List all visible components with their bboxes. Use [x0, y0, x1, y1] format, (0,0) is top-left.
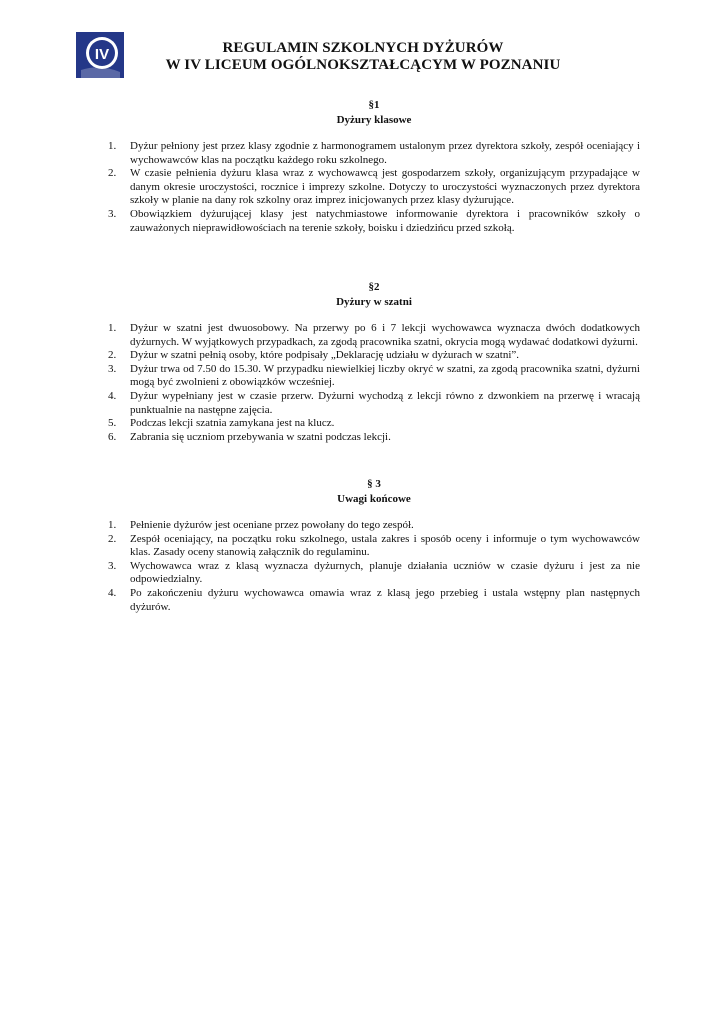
item-number: 5.	[108, 417, 117, 430]
title-line-2: W IV LICEUM OGÓLNOKSZTAŁCĄCYM W POZNANIU	[165, 57, 561, 73]
item-text: Dyżur wypełniany jest w czasie przerw. Dyżurni wychodzą z lekcji równo z dzwonkiem na przerwę i wracają punktualnie na następne zajęcia.	[130, 389, 640, 416]
item-text: Dyżur w szatni jest dwuosobowy. Na przerwy po 6 i 7 lekcji wychowawca wyznacza dwóch dodatkowych dyżurnych. W wyjątkowych przypadkach, za zgodą pracownika szatni, okrycia mogą wydawać dodatkowi dyżurni.	[130, 322, 640, 348]
section-symbol: § 3	[367, 478, 381, 490]
section-symbol: §1	[368, 99, 380, 111]
item-text: Po zakończeniu dyżuru wychowawca omawia wraz z klasą jego przebieg i ustala wstępny plan następnych dyżurów.	[130, 586, 640, 613]
list-item	[108, 417, 640, 431]
section-1	[108, 98, 640, 235]
item-number: 3.	[108, 362, 117, 375]
document-title	[128, 40, 598, 74]
item-text: Zabrania się uczniom przebywania w szatni podczas lekcji.	[130, 430, 391, 443]
list-item	[108, 533, 640, 560]
list-item	[108, 140, 640, 167]
item-text: Obowiązkiem dyżurującej klasy jest natychmiastowe informowanie dyrektora i pracowników szkoły o zauważonych nieprawidłowościach na terenie szkoły, boisku i dziedzińcu przed szkołą.	[130, 207, 640, 234]
item-number: 3.	[108, 207, 117, 220]
item-number: 3.	[108, 559, 117, 572]
list-item	[108, 167, 640, 208]
item-number: 1.	[108, 519, 117, 531]
item-text: Dyżur trwa od 7.50 do 15.30. W przypadku niewielkiej liczby okryć w szatni, za zgodą pracownika szatni, dyżurni mogą być zwolnieni z obowiązków wcześniej.	[130, 362, 640, 389]
list-item	[108, 322, 640, 349]
list-item	[108, 208, 640, 235]
item-number: 2.	[108, 167, 117, 180]
section-3	[108, 477, 640, 614]
item-number: 1.	[108, 322, 117, 334]
list-item	[108, 519, 640, 533]
item-text: Dyżur pełniony jest przez klasy zgodnie z harmonogramem ustalonym przez dyrektora szkoły, zespół oceniający i wychowawców klas na początku każdego roku szkolnego.	[130, 140, 640, 166]
item-number: 1.	[108, 140, 117, 152]
item-text: Pełnienie dyżurów jest oceniane przez powołany do tego zespół.	[130, 519, 414, 531]
section-title: Dyżury w szatni	[336, 296, 412, 308]
list-item	[108, 349, 640, 363]
list-item	[108, 390, 640, 417]
item-number: 4.	[108, 586, 117, 599]
title-line-1: REGULAMIN SZKOLNYCH DYŻURÓW	[222, 40, 504, 56]
list-item	[108, 560, 640, 587]
list-item	[108, 363, 640, 390]
item-number: 6.	[108, 430, 117, 443]
item-number: 4.	[108, 389, 117, 402]
section-title: Uwagi końcowe	[337, 493, 411, 505]
section-title: Dyżury klasowe	[336, 114, 412, 126]
item-text: Zespół oceniający, na początku roku szkolnego, ustala zakres i sposób oceny i informuje o tym wychowawców klas. Zasady oceny stanowią załącznik do regulaminu.	[130, 532, 640, 559]
item-text: W czasie pełnienia dyżuru klasa wraz z wychowawcą jest gospodarzem szkoły, organizującym przypadające w danym okresie uroczystości, rocznice i imprezy szkolne. Dotyczy to uroczystości wyznaczonych przez dyrektora szkoły w planie na dany rok szkolny oraz imprez inicjowanych przez klasy dyżurujące.	[130, 167, 640, 207]
section-symbol: §2	[368, 281, 380, 293]
list-item	[108, 431, 640, 445]
item-text: Dyżur w szatni pełnią osoby, które podpisały „Deklarację udziału w dyżurach w szatni”.	[130, 349, 520, 362]
logo-text: IV	[94, 46, 110, 63]
item-text: Wychowawca wraz z klasą wyznacza dyżurnych, planuje działania uczniów w czasie dyżuru i jest za nie odpowiedzialny.	[130, 559, 640, 586]
list-item	[108, 587, 640, 614]
rules-list	[108, 140, 640, 235]
school-crest-icon	[76, 32, 124, 78]
rules-list	[108, 322, 640, 444]
rules-list	[108, 519, 640, 614]
section-2	[108, 280, 640, 444]
item-number: 2.	[108, 349, 117, 362]
item-text: Podczas lekcji szatnia zamykana jest na klucz.	[130, 417, 335, 430]
item-number: 2.	[108, 532, 117, 545]
